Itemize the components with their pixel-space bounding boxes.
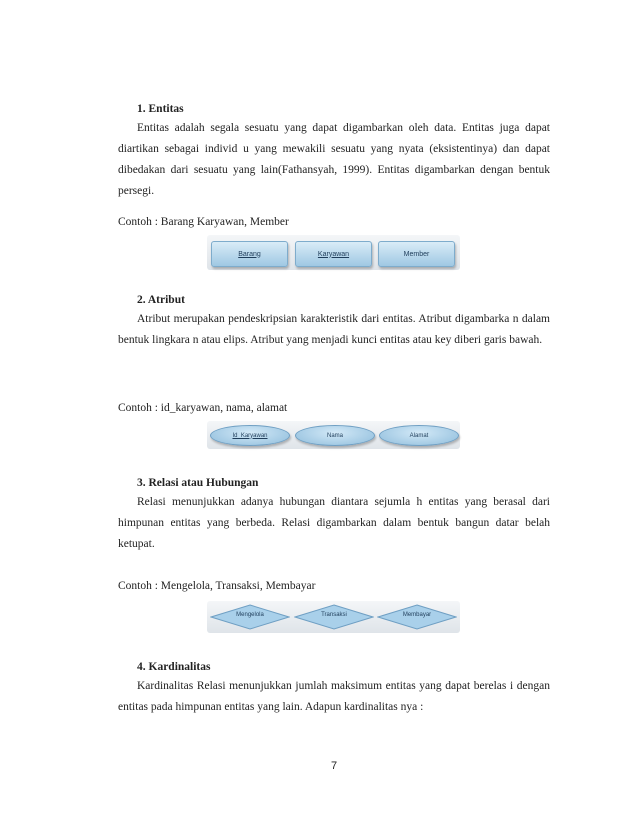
attribute-ellipse-alamat: Alamat: [379, 425, 459, 446]
entity-rectangles-figure: [207, 235, 460, 270]
paragraph-kardinalitas: Kardinalitas Relasi menunjukkan jumlah maksimum entitas yang dapat berelas i dengan entitas pada himpunan entitas yang lain. Adapun kardinalitas nya :: [118, 680, 550, 713]
entity-rect-barang: Barang: [211, 241, 288, 267]
relation-diamond-membayar: Membayar: [377, 604, 457, 630]
heading-relasi: 3. Relasi atau Hubungan: [137, 477, 259, 489]
entity-rect-karyawan: Karyawan: [295, 241, 372, 267]
paragraph-entitas: Entitas adalah segala sesuatu yang dapat digambarkan oleh data. Entitas juga dapat diartikan sebagai individ u yang mewakili sesuatu yang nyata (eksistentinya) dan dapat dibedakan dari sesuatu yang lain(Fathansyah, 1999). Entitas digambarkan dengan bentuk persegi.: [118, 122, 550, 197]
entity-rect-member: Member: [378, 241, 455, 267]
paragraph-relasi: Relasi menunjukkan adanya hubungan diantara sejumla h entitas yang berasal dari himpunan entitas yang berbeda. Relasi digambarkan dalam bentuk bangun datar belah ketupat.: [118, 496, 550, 550]
page-number: 7: [331, 760, 338, 772]
heading-atribut: 2. Atribut: [137, 294, 185, 306]
paragraph-atribut: Atribut merupakan pendeskripsian karakteristik dari entitas. Atribut digambarka n dalam bentuk lingkara n atau elips. Atribut yang menjadi kunci entitas atau key diberi garis bawah.: [118, 313, 550, 346]
heading-kardinalitas: 4. Kardinalitas: [137, 661, 211, 673]
relation-diamonds-figure: [207, 601, 460, 633]
contoh-relasi: Contoh : Mengelola, Transaksi, Membayar: [118, 580, 316, 592]
attribute-ellipse-id-karyawan: Id_Karyawan: [210, 425, 290, 446]
contoh-entitas: Contoh : Barang Karyawan, Member: [118, 216, 289, 228]
attribute-ellipses-figure: [207, 421, 460, 449]
relation-diamond-mengelola: Mengelola: [210, 604, 290, 630]
heading-entitas: 1. Entitas: [137, 103, 184, 115]
attribute-ellipse-nama: Nama: [295, 425, 375, 446]
contoh-atribut: Contoh : id_karyawan, nama, alamat: [118, 402, 288, 414]
relation-diamond-transaksi: Transaksi: [294, 604, 374, 630]
